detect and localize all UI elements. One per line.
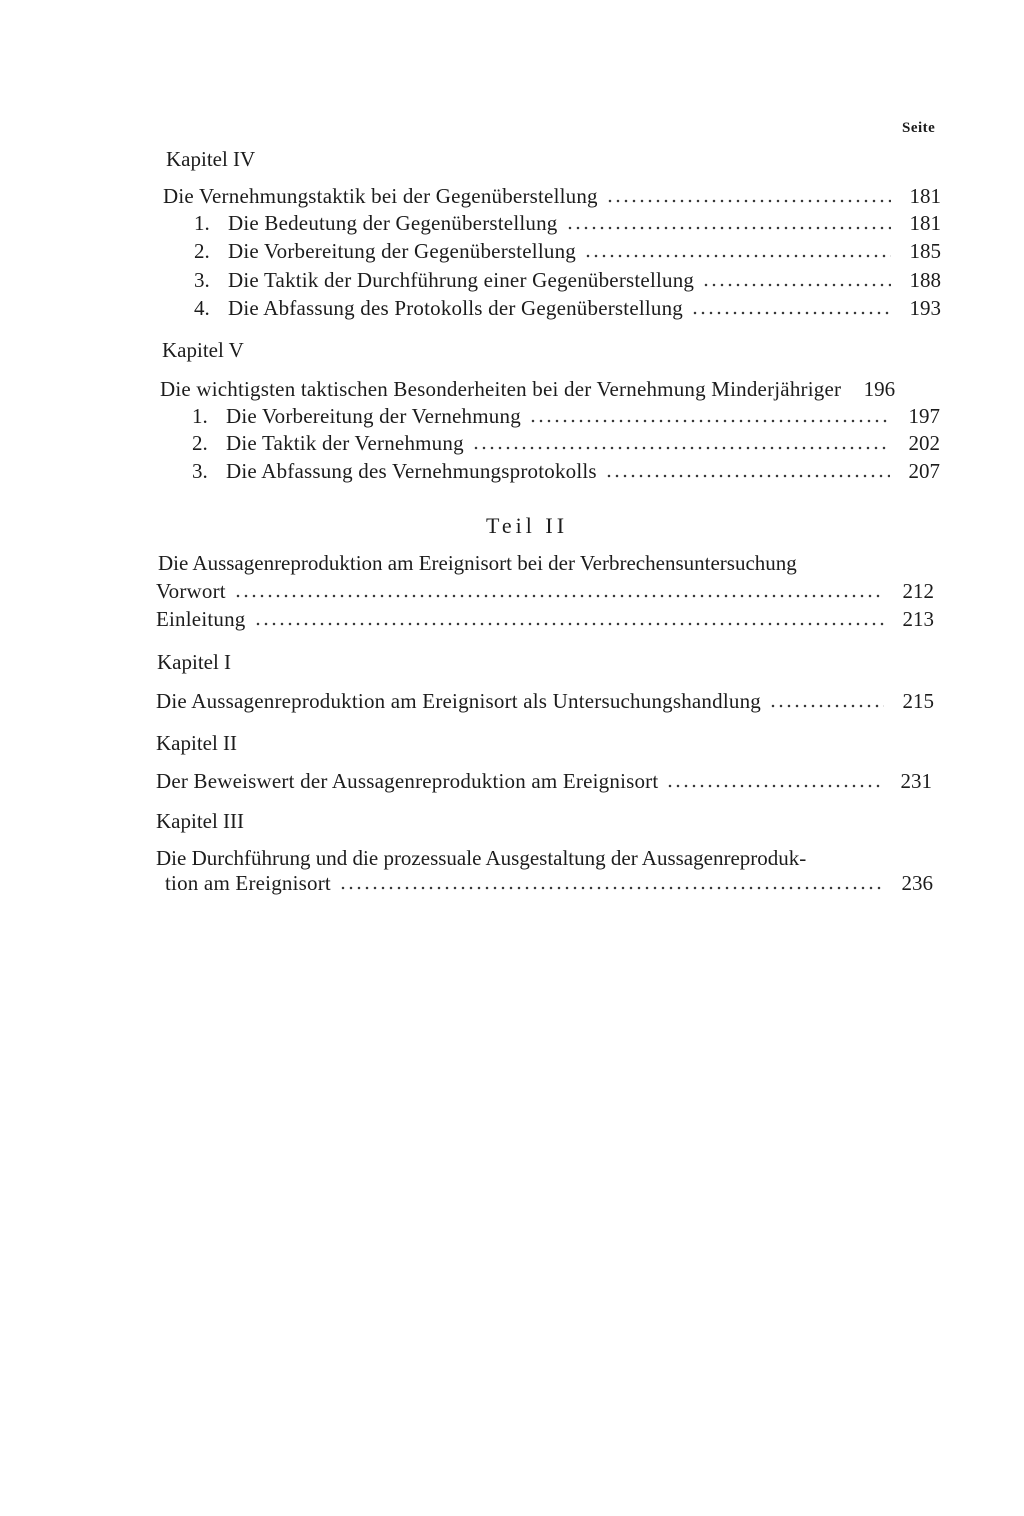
toc-entry-iv-4 — [194, 295, 941, 321]
toc-entry-number: 2. — [194, 239, 210, 263]
dot-leader — [529, 417, 890, 425]
toc-entry-title: Die Vernehmungstaktik bei der Gegenüberstellung — [163, 184, 598, 208]
toc-entry-kapitel-iii-line1: Die Durchführung und die prozessuale Ausgestaltung der Aussagenreproduk- — [156, 846, 807, 870]
toc-entry-vorwort — [156, 578, 934, 604]
toc-entry-page: 231 — [900, 769, 932, 793]
toc-entry-number: 1. — [194, 211, 210, 235]
toc-entry-number: 1. — [192, 404, 208, 428]
toc-entry-number: 2. — [192, 431, 208, 455]
dot-leader — [702, 281, 891, 289]
dot-leader — [691, 309, 891, 317]
toc-entry-number: 4. — [194, 296, 210, 320]
toc-entry-iv-1 — [194, 210, 941, 236]
toc-entry-title: Die Bedeutung der Gegenüberstellung — [228, 211, 558, 235]
toc-entry-page: 197 — [908, 404, 940, 428]
dot-leader — [666, 782, 882, 790]
toc-entry-title: Der Beweiswert der Aussagenreproduktion am Ereignisort — [156, 769, 659, 793]
toc-entry-page: 185 — [909, 239, 941, 263]
dot-leader — [769, 702, 884, 710]
dot-leader — [254, 620, 885, 628]
toc-entry-page: 215 — [902, 689, 934, 713]
toc-entry-title: Einleitung — [156, 607, 246, 631]
chapter-heading-i: Kapitel I — [157, 650, 232, 674]
toc-entry-v-1 — [192, 403, 940, 429]
toc-entry-number: 3. — [194, 268, 210, 292]
toc-entry-page: 196 — [863, 377, 896, 401]
toc-entry-iv-3 — [194, 267, 941, 293]
chapter-heading-iv: Kapitel IV — [166, 147, 256, 171]
dot-leader — [606, 197, 891, 205]
toc-entry-title: Die Vorbereitung der Gegenüberstellung — [228, 239, 576, 263]
toc-entry-einleitung — [156, 606, 934, 632]
toc-entry-page: 236 — [901, 871, 933, 895]
toc-entry-title: Die Abfassung des Vernehmungsprotokolls — [226, 459, 597, 483]
toc-entry-page: 188 — [909, 268, 941, 292]
part-heading-teil-ii: Teil II — [486, 513, 569, 538]
toc-entry-title: Die Abfassung des Protokolls der Gegenüberstellung — [228, 296, 684, 320]
seite-column-label: Seite — [902, 120, 936, 136]
toc-entry-title: Vorwort — [156, 579, 226, 603]
toc-entry-number: 3. — [192, 459, 208, 483]
dot-leader — [605, 472, 890, 480]
dot-leader — [472, 444, 890, 452]
dot-leader — [566, 224, 892, 232]
chapter-heading-iii: Kapitel III — [156, 809, 245, 833]
dot-leader — [584, 252, 891, 260]
part-subtitle: Die Aussagenreproduktion am Ereignisort bei der Verbrechensuntersuchung — [158, 551, 797, 575]
toc-entry-kapitel-iii-line2 — [165, 870, 933, 896]
toc-entry-title: tion am Ereignisort — [165, 871, 331, 895]
toc-entry-page: 213 — [902, 607, 934, 631]
dot-leader — [339, 884, 883, 892]
toc-entry-kapitel-i — [156, 688, 934, 714]
chapter-heading-v: Kapitel V — [162, 338, 244, 362]
toc-entry-title: Die wichtigsten taktischen Besonderheiten bei der Vernehmung Minderjähriger — [160, 377, 842, 401]
toc-entry-kapitel-ii — [156, 768, 932, 794]
toc-entry-kapitel-iv — [163, 183, 941, 209]
dot-leader — [234, 592, 884, 600]
toc-entry-title: Die Vorbereitung der Vernehmung — [226, 404, 521, 428]
toc-entry-title: Die Aussagenreproduktion am Ereignisort als Untersuchungshandlung — [156, 689, 761, 713]
toc-entry-title: Die Taktik der Vernehmung — [226, 431, 464, 455]
toc-entry-page: 193 — [909, 296, 941, 320]
toc-entry-kapitel-v — [160, 376, 940, 402]
chapter-heading-ii: Kapitel II — [156, 731, 238, 755]
toc-entry-page: 202 — [908, 431, 940, 455]
toc-entry-page: 181 — [909, 184, 941, 208]
toc-entry-v-2 — [192, 430, 940, 456]
toc-entry-page: 212 — [902, 579, 934, 603]
toc-entry-page: 181 — [909, 211, 941, 235]
toc-entry-title: Die Taktik der Durchführung einer Gegenüberstellung — [228, 268, 695, 292]
toc-entry-page: 207 — [908, 459, 940, 483]
toc-entry-iv-2 — [194, 238, 941, 264]
toc-entry-v-3 — [192, 458, 940, 484]
